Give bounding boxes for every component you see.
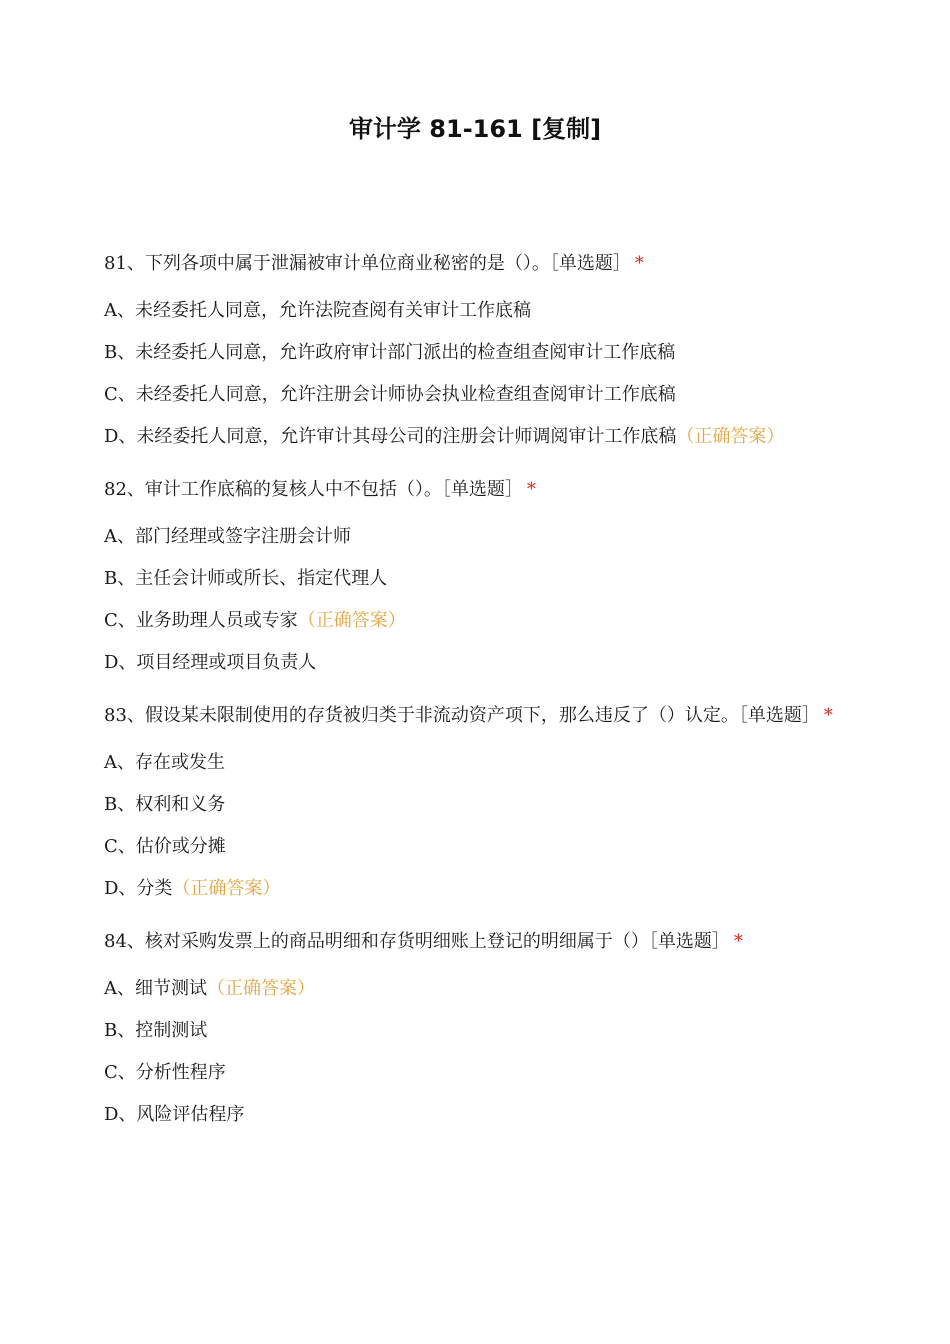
required-mark: * — [526, 479, 536, 500]
option-text: C、业务助理人员或专家 — [104, 610, 298, 631]
option-text: B、未经委托人同意，允许政府审计部门派出的检查组查阅审计工作底稿 — [104, 342, 676, 363]
option-text: B、控制测试 — [104, 1020, 208, 1041]
option-text: A、细节测试 — [104, 978, 207, 999]
question-list — [104, 250, 834, 1154]
correct-answer-label: （正确答案） — [207, 978, 315, 999]
question-text: 81、下列各项中属于泄漏被审计单位商业秘密的是（）。 — [104, 253, 550, 274]
option-d — [104, 650, 834, 676]
option-a — [104, 750, 834, 776]
option-text: B、权利和义务 — [104, 794, 226, 815]
option-text: C、分析性程序 — [104, 1062, 226, 1083]
option-text: A、存在或发生 — [104, 752, 225, 773]
required-mark: * — [823, 705, 833, 726]
question-type-tag: ［单选题］ — [738, 705, 820, 726]
option-b — [104, 340, 834, 366]
correct-answer-label: （正确答案） — [297, 610, 406, 631]
option-c — [104, 1060, 834, 1086]
correct-answer-label: （正确答案） — [172, 878, 281, 899]
question-81 — [104, 250, 834, 450]
option-text: A、未经委托人同意，允许法院查阅有关审计工作底稿 — [104, 300, 531, 321]
option-text: D、未经委托人同意，允许审计其母公司的注册会计师调阅审计工作底稿 — [104, 426, 677, 447]
option-a — [104, 298, 834, 324]
option-b — [104, 1018, 834, 1044]
question-stem — [104, 250, 834, 278]
required-mark: * — [733, 931, 743, 952]
option-d — [104, 1102, 834, 1128]
option-text: D、风险评估程序 — [104, 1104, 245, 1125]
option-text: B、主任会计师或所长、指定代理人 — [104, 568, 388, 589]
question-text: 84、核对采购发票上的商品明细和存货明细账上登记的明细属于（） — [104, 931, 649, 952]
option-text: C、估价或分摊 — [104, 836, 226, 857]
question-82 — [104, 476, 834, 676]
required-mark: * — [634, 253, 644, 274]
question-text: 82、审计工作底稿的复核人中不包括（）。 — [104, 479, 442, 500]
option-b — [104, 566, 834, 592]
correct-answer-label: （正确答案） — [676, 426, 785, 447]
option-c — [104, 834, 834, 860]
option-text: D、项目经理或项目负责人 — [104, 652, 317, 673]
question-type-tag: ［单选题］ — [441, 479, 523, 500]
option-text: C、未经委托人同意，允许注册会计师协会执业检查组查阅审计工作底稿 — [104, 384, 676, 405]
question-84 — [104, 928, 834, 1128]
option-text: D、分类 — [104, 878, 173, 899]
option-a — [104, 524, 834, 550]
option-c — [104, 608, 834, 634]
option-c — [104, 382, 834, 408]
page-title: 审计学 81-161 [复制] — [348, 115, 602, 143]
question-type-tag: ［单选题］ — [648, 931, 730, 952]
question-type-tag: ［单选题］ — [549, 253, 631, 274]
question-83 — [104, 702, 834, 902]
option-text: A、部门经理或签字注册会计师 — [104, 526, 351, 547]
option-a — [104, 976, 834, 1002]
question-stem — [104, 702, 834, 730]
question-stem — [104, 928, 834, 956]
option-b — [104, 792, 834, 818]
question-stem — [104, 476, 834, 504]
option-d — [104, 876, 834, 902]
question-text: 83、假设某未限制使用的存货被归类于非流动资产项下，那么违反了（）认定。 — [104, 705, 739, 726]
option-d — [104, 424, 834, 450]
